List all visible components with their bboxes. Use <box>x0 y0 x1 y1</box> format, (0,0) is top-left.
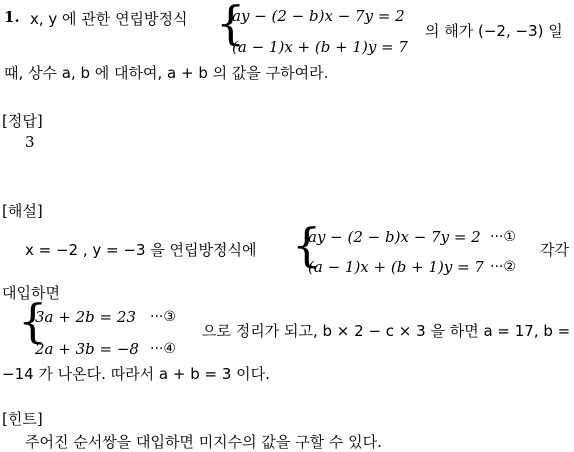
solution-brace-2: { <box>18 294 48 348</box>
problem-number: 1. <box>4 8 20 26</box>
solution-line4: −14 가 나온다. 따라서 a + b = 3 이다. <box>2 365 270 383</box>
problem-brace: { <box>216 0 246 50</box>
answer-label: [정답] <box>2 112 43 130</box>
problem-eq2: (a − 1)x + (b + 1)y = 7 <box>232 38 408 56</box>
solution-after-eq: 각각 <box>540 241 569 259</box>
solution-eq4: 2a + 3b = −8 <box>35 340 139 358</box>
solution-brace-1: { <box>292 218 322 272</box>
hint-label: [힌트] <box>2 410 43 428</box>
solution-intro: x = −2 , y = −3 을 연립방정식에 <box>25 241 257 259</box>
solution-line2: 대입하면 <box>2 284 60 302</box>
solution-eq1-tag: ···① <box>490 229 516 245</box>
answer-value: 3 <box>25 133 35 151</box>
solution-eq2-tag: ···② <box>490 259 516 275</box>
solution-eq1: ay − (2 − b)x − 7y = 2 <box>308 228 481 246</box>
solution-eq2: (a − 1)x + (b + 1)y = 7 <box>308 258 484 276</box>
hint-text: 주어진 순서쌍을 대입하면 미지수의 값을 구할 수 있다. <box>25 433 382 451</box>
problem-mid: 의 해가 (−2, −3) 일 <box>425 22 563 40</box>
solution-eq4-tag: ···④ <box>150 341 176 357</box>
problem-eq1: ay − (2 − b)x − 7y = 2 <box>232 7 405 25</box>
solution-eq3: 3a + 2b = 23 <box>35 308 136 326</box>
solution-label: [해설] <box>2 202 43 220</box>
solution-mid: 으로 정리가 되고, b × 2 − c × 3 을 하면 a = 17, b = <box>202 322 571 340</box>
solution-eq3-tag: ···③ <box>150 309 176 325</box>
problem-line2: 때, 상수 a, b 에 대하여, a + b 의 값을 구하여라. <box>4 64 329 82</box>
problem-intro: x, y 에 관한 연립방정식 <box>30 10 188 28</box>
